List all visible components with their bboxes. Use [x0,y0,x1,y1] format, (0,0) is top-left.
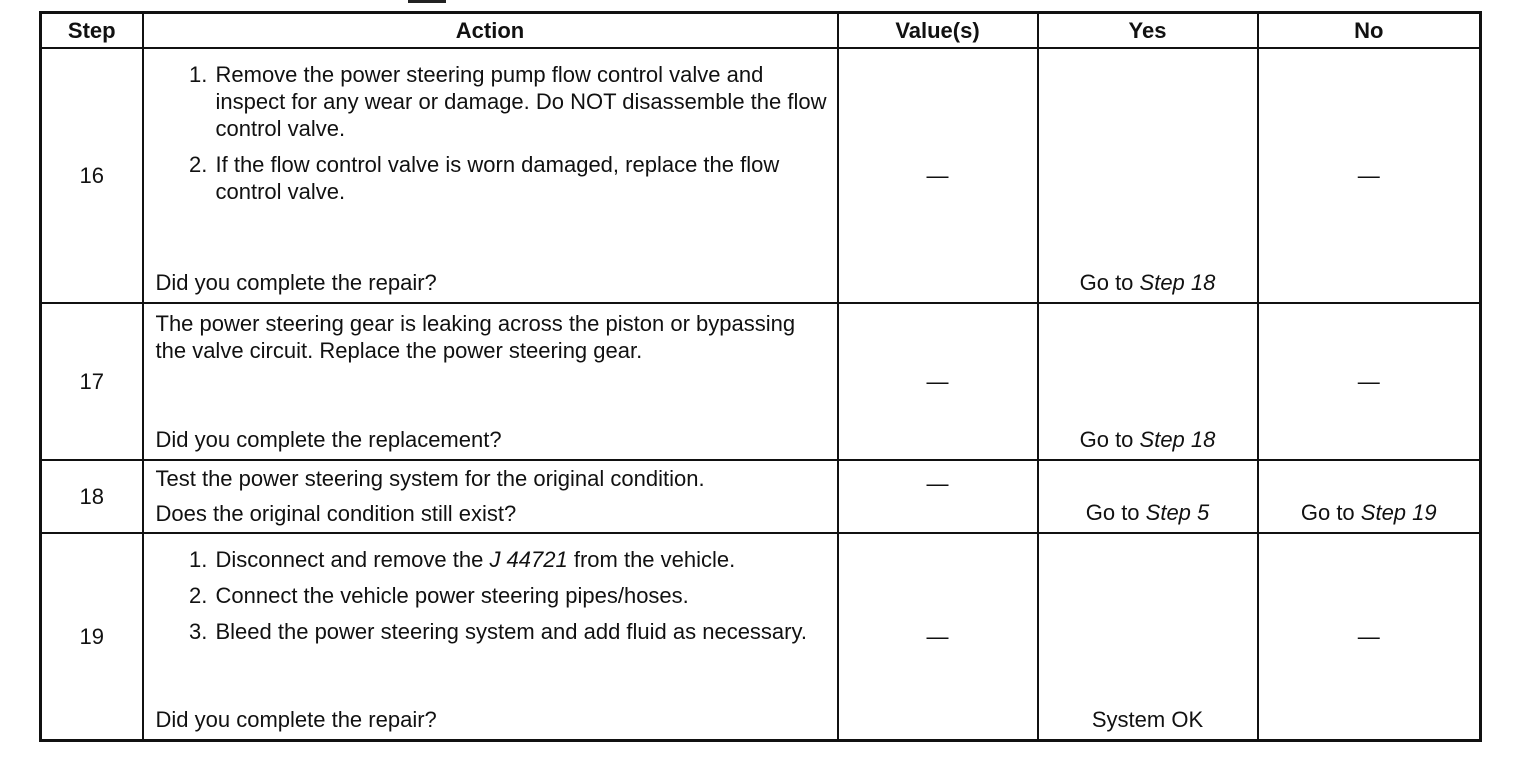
tool-reference: J 44721 [489,547,568,572]
header-no: No [1258,13,1481,49]
table-row-step-17 [41,303,1481,460]
item-text: Disconnect and remove the [215,547,490,572]
no-cell: — [1258,48,1481,303]
no-cell: — [1258,533,1481,741]
goto-prefix: Go to [1085,500,1146,525]
action-text: Test the power steering system for the original condition. [155,466,705,491]
table-header [41,13,1481,49]
action-list [156,61,827,214]
step-number: 16 [41,48,143,303]
action-cell [143,48,838,303]
header-row [41,13,1481,49]
action-item: 1. Remove the power steering pump flow control valve and inspect for any wear or damage. Do NOT disassemble the flow control valve. [214,61,827,142]
scan-artifact-mark [408,0,446,3]
action-question: Does the original condition still exist? [155,501,517,526]
action-item [214,546,827,573]
action-item: 3. Bleed the power steering system and add fluid as necessary. [214,618,827,645]
yes-cell [1038,48,1258,303]
header-action: Action [143,13,838,49]
yes-goto [1086,500,1210,525]
action-list [156,546,827,654]
goto-prefix: Go to [1300,500,1361,525]
value-cell: — [838,460,1038,533]
step-reference: Step 18 [1139,427,1216,452]
action-cell [143,460,838,533]
value-cell: — [838,303,1038,460]
yes-cell: System OK [1038,533,1258,741]
goto-prefix: Go to [1079,270,1140,295]
action-question: Did you complete the replacement? [155,427,502,452]
action-item: 2. If the flow control valve is worn damaged, replace the flow control valve. [214,151,827,205]
no-cell: — [1258,303,1481,460]
goto-prefix: Go to [1079,427,1140,452]
step-number: 18 [41,460,143,533]
diagnostic-table [39,11,1482,742]
yes-cell [1038,460,1258,533]
value-cell: — [838,533,1038,741]
table-row-step-18 [41,460,1481,533]
yes-cell [1038,303,1258,460]
action-question: Did you complete the repair? [155,707,437,732]
no-cell [1258,460,1481,533]
step-number: 17 [41,303,143,460]
value-cell: — [838,48,1038,303]
action-text: The power steering gear is leaking across the piston or bypassing the valve circuit. Replace the power steering gear. [155,311,796,363]
yes-goto [1080,270,1216,295]
header-yes: Yes [1038,13,1258,49]
header-step: Step [41,13,143,49]
header-values: Value(s) [838,13,1038,49]
yes-goto [1080,427,1216,452]
table-row-step-19 [41,533,1481,741]
action-item: 2. Connect the vehicle power steering pipes/hoses. [214,582,827,609]
no-goto [1301,500,1437,525]
item-text: from the vehicle. [567,547,736,572]
table-row-step-16 [41,48,1481,303]
action-cell [143,533,838,741]
step-reference: Step 19 [1360,500,1437,525]
action-question: Did you complete the repair? [155,270,437,295]
step-reference: Step 5 [1145,500,1210,525]
action-cell [143,303,838,460]
step-reference: Step 18 [1139,270,1216,295]
step-number: 19 [41,533,143,741]
